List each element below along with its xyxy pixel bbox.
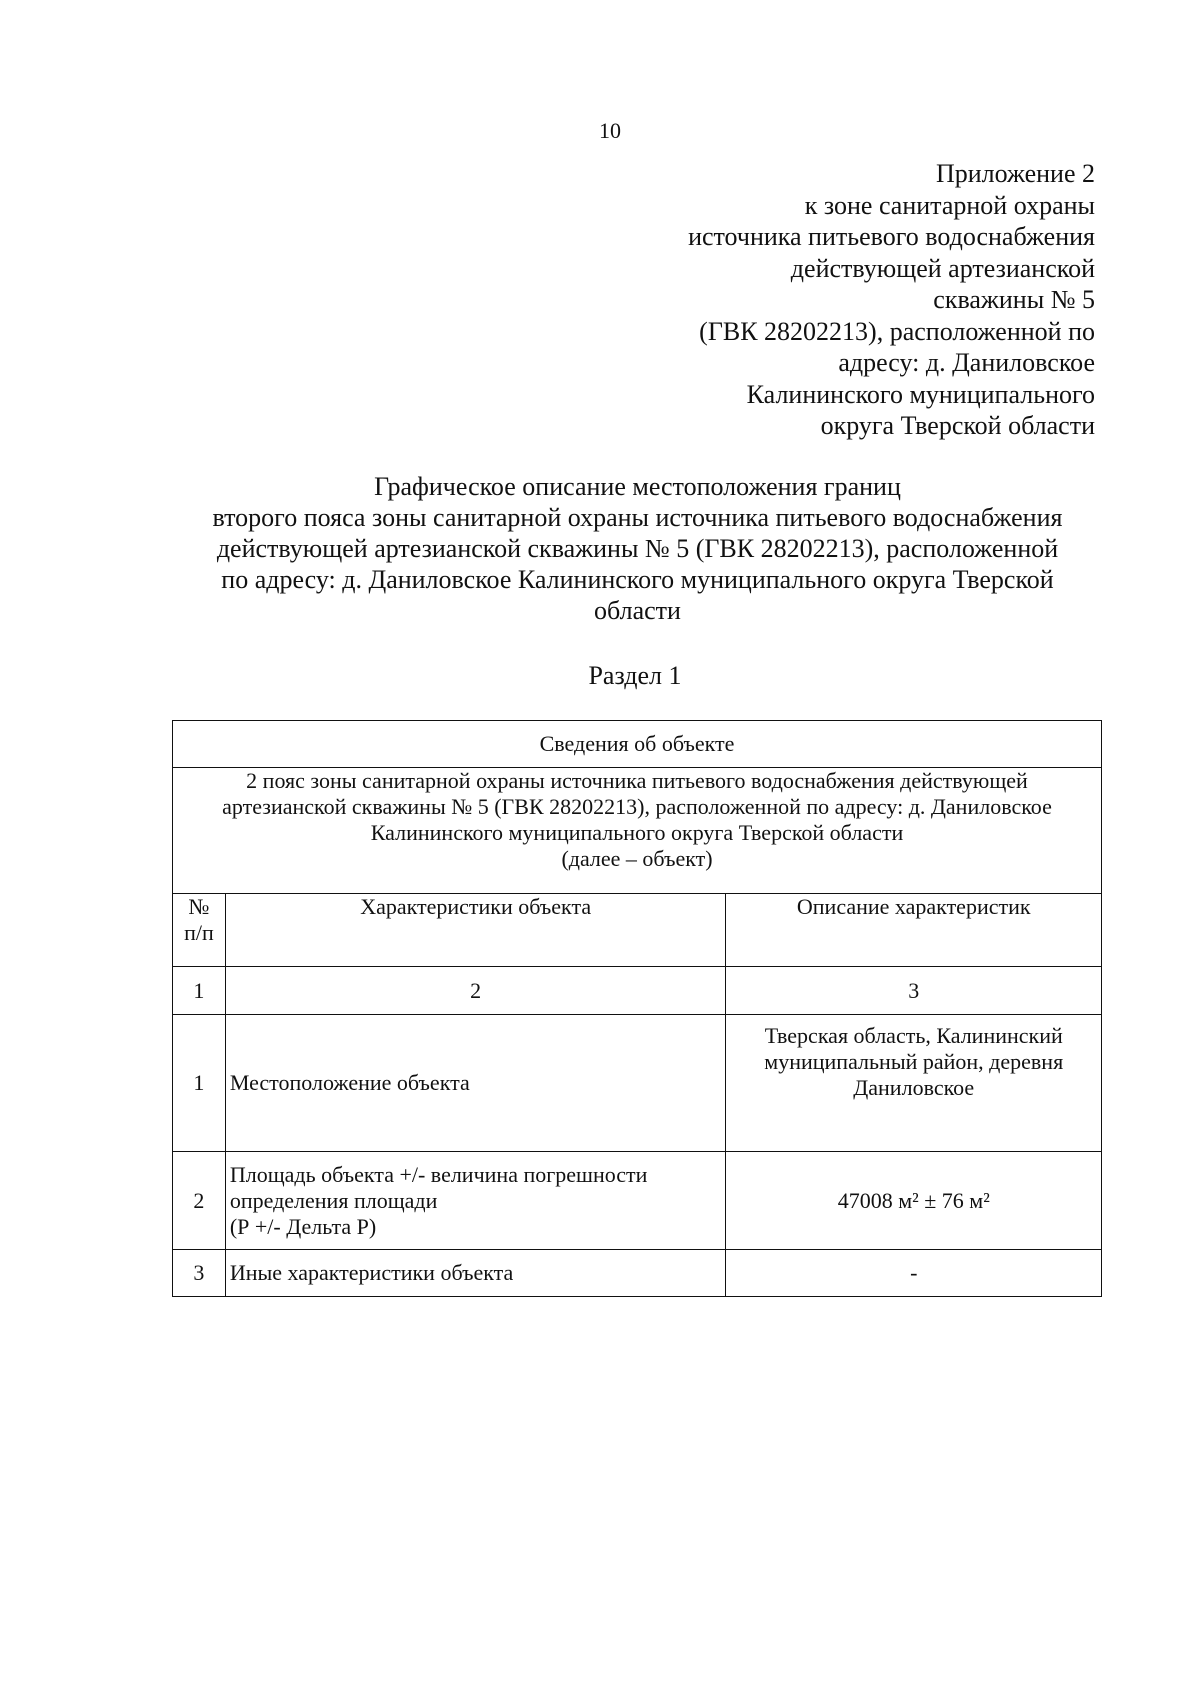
characteristic-line: определения площади <box>229 1187 438 1213</box>
appendix-line: скважины № 5 <box>933 285 1095 314</box>
column-description-header: Описание характеристик <box>726 894 1102 967</box>
column-num-line: п/п <box>184 920 214 945</box>
description-line: Тверская область, Калининский <box>764 1023 1063 1048</box>
title-line: второго пояса зоны санитарной охраны источника питьевого водоснабжения <box>212 503 1063 532</box>
object-line: 2 пояс зоны санитарной охраны источника питьевого водоснабжения действующей <box>246 768 1028 793</box>
object-description <box>173 768 1102 894</box>
title-line: по адресу: д. Даниловское Калининского муниципального округа Тверской <box>221 565 1054 594</box>
title-line: действующей артезианской скважины № 5 (ГВК 28202213), расположенной <box>216 534 1059 563</box>
appendix-line: адресу: д. Даниловское <box>838 348 1095 377</box>
appendix-line: (ГВК 28202213), расположенной по <box>699 316 1095 346</box>
column-names-row <box>173 894 1102 967</box>
row-description: 47008 м² ± 76 м² <box>726 1152 1102 1250</box>
object-line: артезианской скважины № 5 (ГВК 28202213), расположенной по адресу: д. Даниловское <box>222 794 1052 819</box>
row-characteristic: Местоположение объекта <box>225 1015 726 1152</box>
column-index: 1 <box>173 967 226 1015</box>
appendix-line: действующей артезианской <box>790 253 1095 283</box>
description-line: муниципальный район, деревня <box>764 1049 1064 1074</box>
table-row <box>173 1015 1102 1152</box>
table-header: Сведения об объекте <box>173 721 1102 768</box>
row-number: 1 <box>173 1015 226 1152</box>
object-line: Калининского муниципального округа Тверской области <box>370 820 904 845</box>
page-number: 10 <box>599 118 621 143</box>
column-index: 3 <box>726 967 1102 1015</box>
title-line: области <box>594 596 681 625</box>
column-num-header <box>173 894 226 967</box>
table-row <box>173 1152 1102 1250</box>
characteristic-line: (Р +/- Дельта Р) <box>229 1213 377 1239</box>
description-line: Даниловское <box>853 1075 975 1100</box>
section-title: Раздел 1 <box>588 661 682 690</box>
appendix-caption <box>688 158 1095 442</box>
appendix-line: источника питьевого водоснабжения <box>688 222 1095 251</box>
document-title <box>150 471 1125 626</box>
appendix-line: к зоне санитарной охраны <box>804 190 1095 220</box>
row-number: 2 <box>173 1152 226 1250</box>
row-number: 3 <box>173 1250 226 1297</box>
row-description <box>726 1015 1102 1152</box>
appendix-line: Калининского муниципального <box>746 379 1095 409</box>
row-description: - <box>726 1250 1102 1297</box>
table-header-row <box>173 721 1102 768</box>
object-description-row <box>173 768 1102 894</box>
appendix-line: округа Тверской области <box>820 411 1095 440</box>
appendix-line: Приложение 2 <box>935 159 1095 188</box>
row-characteristic <box>225 1152 726 1250</box>
column-num-line: № <box>188 894 210 919</box>
title-line: Графическое описание местоположения границ <box>374 472 901 501</box>
table-row <box>173 1250 1102 1297</box>
column-index-row <box>173 967 1102 1015</box>
object-info-table <box>172 720 1102 1297</box>
column-characteristics-header: Характеристики объекта <box>225 894 726 967</box>
characteristic-line: Площадь объекта +/- величина погрешности <box>229 1161 648 1187</box>
column-index: 2 <box>225 967 726 1015</box>
object-line: (далее – объект) <box>561 846 713 871</box>
row-characteristic: Иные характеристики объекта <box>225 1250 726 1297</box>
